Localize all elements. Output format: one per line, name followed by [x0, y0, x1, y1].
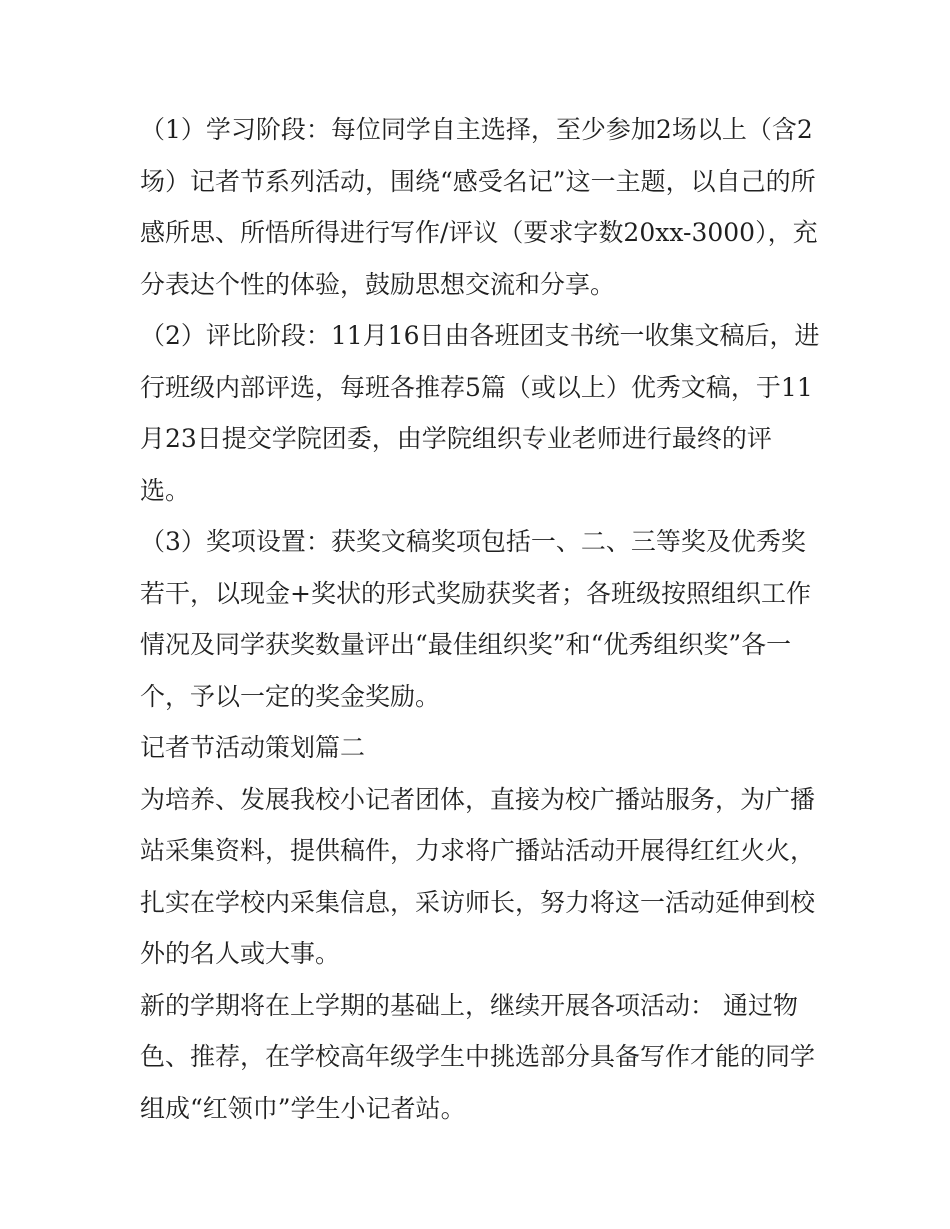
text-line: 组成“红领巾”学生小记者站。	[140, 1093, 466, 1123]
text-line: 为培养、发展我校小记者团体，直接为校广播站服务，为广播	[140, 784, 816, 814]
text-line: 外的名人或大事。	[140, 939, 341, 968]
text-line: 新的学期将在上学期的基础上，继续开展各项活动： 通过物	[140, 990, 798, 1020]
text-line: （3）奖项设置：获奖文稿奖项包括一、二、三等奖及优秀奖	[140, 527, 806, 556]
text-line: 选。	[140, 475, 191, 505]
text-line: 个，予以一定的奖金奖励。	[140, 681, 441, 711]
text-line: 场）记者节系列活动，围绕“感受名记”这一主题，以自己的所	[140, 166, 816, 196]
section-heading: 记者节活动策划篇二	[140, 733, 366, 762]
text-line: 行班级内部评选，每班各推荐5篇（或以上）优秀文稿，于11	[140, 372, 813, 402]
text-line: 月23日提交学院团委，由学院组织专业老师进行最终的评	[140, 424, 772, 453]
text-line: 站采集资料，提供稿件，力求将广播站活动开展得红红火火，	[140, 836, 816, 865]
text-line: 扎实在学校内采集信息，采访师长，努力将这一活动延伸到校	[140, 887, 816, 917]
text-line: 感所思、所悟所得进行写作/评议（要求字数20xx-3000），充	[140, 218, 818, 247]
text-line: 情况及同学获奖数量评出“最佳组织奖”和“优秀组织奖”各一	[140, 630, 792, 659]
document-body	[140, 104, 820, 1134]
text-line: 分表达个性的体验，鼓励思想交流和分享。	[140, 269, 616, 299]
text-line: 若干，以现金+奖状的形式奖励获奖者；各班级按照组织工作	[140, 578, 811, 608]
text-line: （2）评比阶段：11月16日由各班团支书统一收集文稿后，进	[140, 321, 820, 350]
text-line: （1）学习阶段：每位同学自主选择，至少参加2场以上（含2	[140, 115, 813, 144]
text-line: 色、推荐，在学校高年级学生中挑选部分具备写作才能的同学	[140, 1042, 816, 1071]
